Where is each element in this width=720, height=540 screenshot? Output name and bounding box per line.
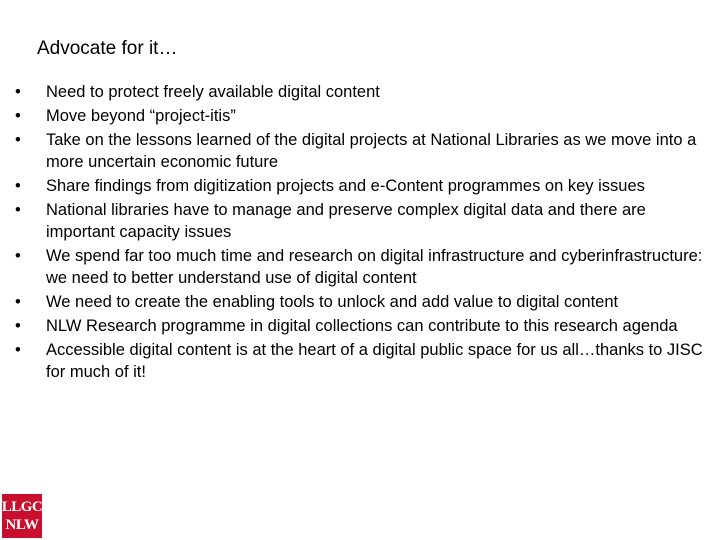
- bullet-icon: •: [15, 177, 21, 195]
- bullet-text: National libraries have to manage and preserve complex digital data and there are important capacity issues: [46, 201, 646, 241]
- bullet-icon: •: [15, 107, 21, 125]
- bullet-text: Need to protect freely available digital content: [46, 83, 380, 101]
- bullet-icon: •: [15, 317, 21, 335]
- bullet-icon: •: [15, 293, 21, 311]
- bullet-list: [0, 81, 712, 385]
- bullet-text: Take on the lessons learned of the digital projects at National Libraries as we move into a more uncertain economic future: [46, 131, 697, 171]
- llgc-nlw-logo: [2, 494, 42, 538]
- list-item: [0, 81, 712, 103]
- bullet-icon: •: [15, 131, 21, 149]
- bullet-text: We need to create the enabling tools to unlock and add value to digital content: [46, 293, 619, 311]
- bullet-text: Share findings from digitization projects and e-Content programmes on key issues: [46, 177, 645, 195]
- logo-line-nlw: NLW: [5, 517, 39, 533]
- bullet-icon: •: [15, 247, 21, 265]
- list-item: [0, 291, 712, 313]
- bullet-icon: •: [15, 201, 21, 219]
- list-item: [0, 175, 712, 197]
- bullet-text: NLW Research programme in digital collections can contribute to this research agenda: [46, 317, 678, 335]
- bullet-icon: •: [15, 341, 21, 359]
- bullet-icon: •: [15, 83, 21, 101]
- list-item: [0, 245, 712, 289]
- slide-title: Advocate for it…: [37, 38, 178, 59]
- list-item: [0, 199, 712, 243]
- list-item: [0, 339, 712, 383]
- bullet-text: We spend far too much time and research on digital infrastructure and cyberinfrastructure: we need to better understand use of digital content: [46, 247, 703, 287]
- bullet-text: Move beyond “project-itis”: [46, 107, 236, 125]
- list-item: [0, 129, 712, 173]
- logo-line-llgc: LLGC: [1, 499, 43, 515]
- bullet-text: Accessible digital content is at the heart of a digital public space for us all…thanks to JISC for much of it!: [46, 341, 703, 381]
- list-item: [0, 315, 712, 337]
- list-item: [0, 105, 712, 127]
